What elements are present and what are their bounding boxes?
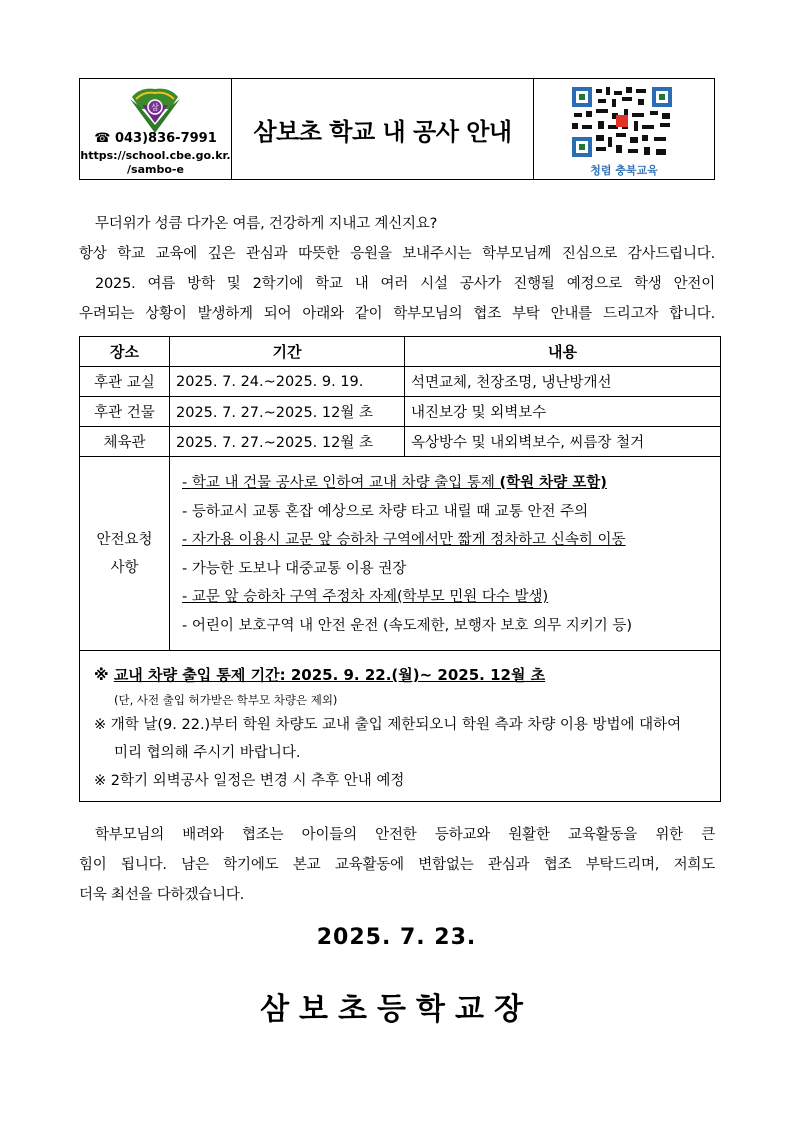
control-period-note <box>94 661 706 689</box>
row-place: 후관 건물 <box>80 397 170 427</box>
document-date: 2025. 7. 23. <box>316 925 477 950</box>
title-cell <box>232 79 534 179</box>
header-content: 내용 <box>405 337 721 367</box>
safety-list-cell <box>170 457 721 651</box>
safety-title-line2: 사항 <box>110 559 139 576</box>
safety-item-1-bold: (학원 차량 포함) <box>499 475 607 491</box>
row-content: 내진보강 및 외벽보수 <box>405 397 721 427</box>
list-item: - 어린이 보호구역 내 안전 운전 (속도제한, 보행자 보호 의무 지키기 등) <box>182 617 633 634</box>
intro-paragraph <box>79 209 715 329</box>
svg-text:삼: 삼 <box>151 103 159 112</box>
intro-line: 항상 학교 교육에 깊은 관심과 따뜻한 응원을 보내주시는 학부모님께 진심으로 감사드립니다. <box>79 246 715 262</box>
safety-row <box>80 457 721 651</box>
control-period-text: 교내 차량 출입 통제 기간: 2025. 9. 22.(월)~ 2025. 12월 초 <box>113 666 546 684</box>
list-item: - 학교 내 건물 공사로 인하여 교내 차량 출입 통제 (학원 차량 포함) <box>182 475 607 491</box>
table-header-row <box>80 337 721 367</box>
row-period: 2025. 7. 24.~2025. 9. 19. <box>170 367 405 397</box>
exception-note: (단, 사전 출입 허가받은 학부모 차량은 제외) <box>114 693 338 707</box>
qr-caption: 청렴 충북교육 <box>590 164 658 177</box>
row-place: 후관 교실 <box>80 367 170 397</box>
safety-item-6: 어린이 보호구역 내 안전 운전 (속도제한, 보행자 보호 의무 지키기 등) <box>191 617 633 634</box>
school-url[interactable] <box>80 149 231 177</box>
closing-line: 힘이 됩니다. 남은 학기에도 본교 교육활동에 변함없는 관심과 협조 부탁드리며, 저희도 <box>79 857 715 873</box>
safety-title-line1: 안전요청 <box>96 531 153 548</box>
closing-line: 학부모님의 배려와 협조는 아이들의 안전한 등하교와 원활한 교육활동을 위한 큰 <box>95 827 715 843</box>
row-content: 석면교체, 천장조명, 냉난방개선 <box>405 367 721 397</box>
safety-title-cell <box>80 457 170 651</box>
header-period: 기간 <box>170 337 405 367</box>
qr-cell <box>534 79 714 179</box>
construction-table <box>79 336 721 802</box>
row-period: 2025. 7. 27.~2025. 12월 초 <box>170 427 405 457</box>
safety-item-1: 학교 내 건물 공사로 인하여 교내 차량 출입 통제 <box>191 475 500 491</box>
safety-item-2: 등하교시 교통 혼잡 예상으로 차량 타고 내릴 때 교통 안전 주의 <box>191 503 589 520</box>
row-place: 체육관 <box>80 427 170 457</box>
qr-code-icon[interactable] <box>572 87 672 157</box>
school-info-cell <box>80 79 232 179</box>
school-logo-icon <box>126 85 184 135</box>
table-row <box>80 367 721 397</box>
notes-row <box>80 651 721 802</box>
academy-note-line1: ※ 개학 날(9. 22.)부터 학원 차량도 교내 출입 제한되오니 학원 측과 차량 이용 방법에 대하여 <box>94 717 682 733</box>
school-url-line2[interactable]: /sambo-e <box>127 163 184 176</box>
list-item: - 자가용 이용시 교문 앞 승하차 구역에서만 짧게 정차하고 신속히 이동 <box>182 532 626 548</box>
list-item: - 교문 앞 승하차 구역 주정차 자제(학부모 민원 다수 발생) <box>182 589 549 605</box>
page-title: 삼보초 학교 내 공사 안내 <box>253 117 512 146</box>
row-period: 2025. 7. 27.~2025. 12월 초 <box>170 397 405 427</box>
school-url-line1[interactable]: https://school.cbe.go.kr. <box>80 149 231 162</box>
closing-line: 더욱 최선을 다하겠습니다. <box>79 887 245 903</box>
notes <box>86 651 714 801</box>
list-item: - 가능한 도보나 대중교통 이용 권장 <box>182 560 407 577</box>
table-row <box>80 427 721 457</box>
safety-item-5: 교문 앞 승하차 구역 주정차 자제(학부모 민원 다수 발생) <box>191 589 549 605</box>
intro-line: 우려되는 상황이 발생하게 되어 아래와 같이 학부모님의 협조 부탁 안내를 드리고자 합니다. <box>79 306 715 322</box>
notes-cell <box>80 651 721 802</box>
intro-line: 무더위가 성큼 다가온 여름, 건강하게 지내고 계신지요? <box>95 216 438 232</box>
academy-note-line2: 미리 협의해 주시기 바랍니다. <box>114 745 301 761</box>
header-box <box>79 78 715 180</box>
safety-list <box>176 457 714 650</box>
header-place: 장소 <box>80 337 170 367</box>
safety-item-3: 자가용 이용시 교문 앞 승하차 구역에서만 짧게 정차하고 신속히 이동 <box>191 532 626 548</box>
list-item: - 등하교시 교통 혼잡 예상으로 차량 타고 내릴 때 교통 안전 주의 <box>182 503 589 520</box>
signer-title: 삼보초등학교장 <box>260 992 533 1027</box>
table-row <box>80 397 721 427</box>
intro-line: 2025. 여름 방학 및 2학기에 학교 내 여러 시설 공사가 진행될 예정으로 학생 안전이 <box>95 276 715 292</box>
closing-paragraph <box>79 820 715 910</box>
safety-item-4: 가능한 도보나 대중교통 이용 권장 <box>191 560 407 577</box>
row-content: 옥상방수 및 내외벽보수, 씨름장 철거 <box>405 427 721 457</box>
note-mark: ※ <box>94 666 114 684</box>
schedule-note: ※ 2학기 외벽공사 일정은 변경 시 추후 안내 예정 <box>94 773 405 789</box>
phone-number: ☎ 043)836-7991 <box>94 131 217 146</box>
